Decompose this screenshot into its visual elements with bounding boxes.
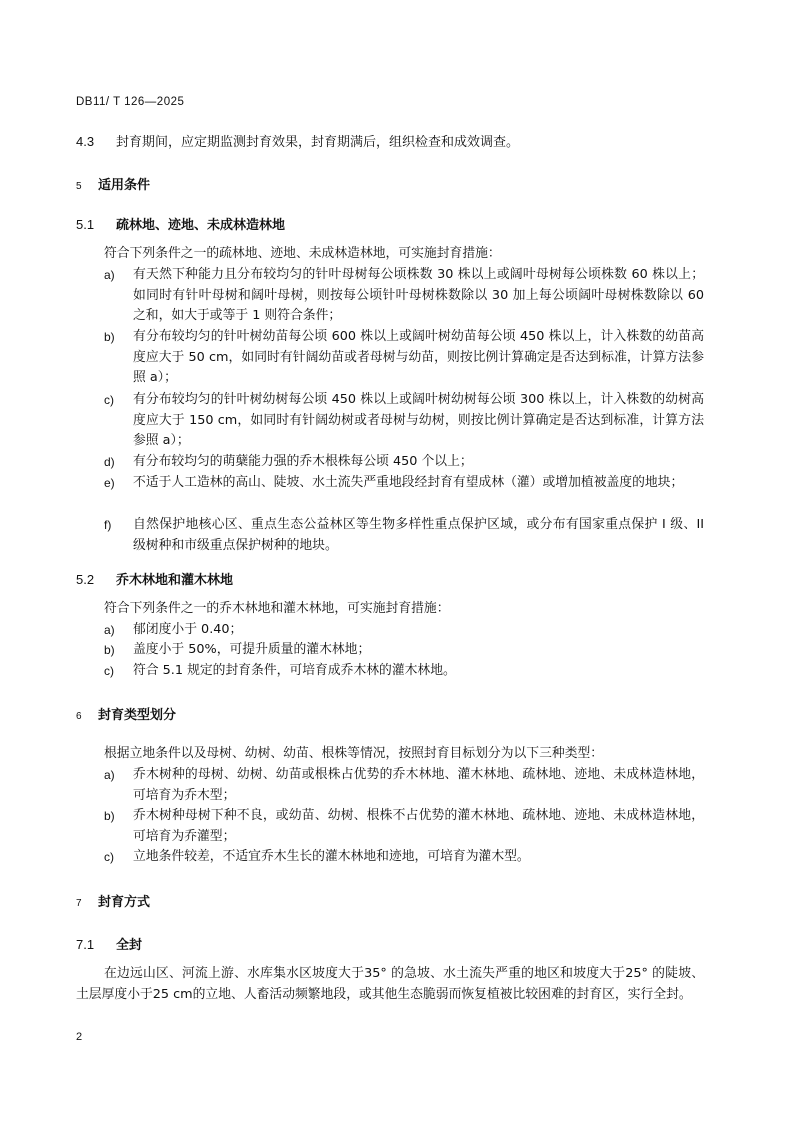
section-title: 适用条件: [98, 178, 151, 193]
section-title: 疏林地、迹地、未成林造林地: [116, 218, 286, 233]
list-item-label: c): [104, 393, 114, 407]
page-number: 2: [76, 1031, 83, 1043]
list-item-text: 自然保护地核心区、重点生态公益林区等生物多样性重点保护区域，或分布有国家重点保护 I 级、II 级树种和市级重点保护树种的地块。: [133, 517, 704, 553]
list-item-label: b): [104, 809, 115, 823]
list-item: [104, 620, 704, 641]
list-item: [104, 452, 704, 473]
list-item-label: b): [104, 330, 115, 344]
list-item: [104, 661, 704, 682]
section-5-2-heading: [76, 569, 233, 588]
list-item: [104, 265, 704, 327]
list-item-label: f): [104, 518, 112, 532]
section-7-heading: [76, 891, 150, 910]
section-number: 5.1: [76, 217, 95, 232]
list-item-text: 有天然下种能力且分布较均匀的针叶母树每公顷株数 30 株以上或阔叶母树每公顷株数 60 株以上；如同时有针叶母树和阔叶母树，则按每公顷针叶母树株数除以 30 加上每公顷阔叶母树株数除以 60 之和，如大于或等于 1 则符合条件；: [133, 267, 704, 323]
list-item: [104, 390, 704, 452]
section-number: 5.2: [76, 572, 95, 587]
section-title: 封育方式: [98, 895, 151, 910]
list-item-text: 立地条件较差，不适宜乔木生长的灌木林地和迹地，可培育为灌木型。: [133, 849, 530, 864]
section-5-1-intro: 符合下列条件之一的疏林地、迹地、未成林造林地，可实施封育措施：: [104, 246, 501, 261]
list-item: [104, 327, 704, 389]
section-7-1-heading: [76, 934, 142, 953]
list-item: [104, 515, 704, 556]
list-item-text: 盖度小于 50%，可提升质量的灌木林地；: [133, 642, 371, 657]
section-5-2-intro: 符合下列条件之一的乔木林地和灌木林地，可实施封育措施：: [104, 601, 450, 616]
list-item-text: 有分布较均匀的萌蘖能力强的乔木根株每公顷 450 个以上；: [133, 454, 473, 469]
list-item-label: a): [104, 623, 115, 637]
section-number: 6: [76, 711, 82, 722]
list-item-text: 有分布较均匀的针叶树幼苗每公顷 600 株以上或阔叶树幼苗每公顷 450 株以上，计入株数的幼苗高度应大于 50 cm，如同时有针阔幼苗或者母树与幼苗，则按比例计算确定是否达到标准，计算方法参照 a）；: [133, 329, 704, 385]
list-item-text: 乔木树种母树下种不良，或幼苗、幼树、根株不占优势的灌木林地、疏林地、迹地、未成林造林地，可培育为乔灌型；: [133, 808, 704, 844]
section-4-3: [76, 131, 716, 150]
section-7-1-body: 在边远山区、河流上游、水库集水区坡度大于35° 的急坡、水土流失严重的地区和坡度大于25° 的陡坡、土层厚度小于25 cm的立地、人畜活动频繁地段，或其他生态脆弱而恢复植被比较困难的封育区，实行全封。: [76, 966, 704, 1002]
list-item-text: 符合 5.1 规定的封育条件，可培育成乔木林的灌木林地。: [133, 663, 456, 678]
section-6-intro: 根据立地条件以及母树、幼树、幼苗、根株等情况，按照封育目标划分为以下三种类型：: [104, 746, 604, 761]
section-5-heading: [76, 174, 150, 193]
section-number: 7: [76, 898, 82, 909]
list-item-text: 有分布较均匀的针叶树幼树每公顷 450 株以上或阔叶树幼树每公顷 300 株以上，计入株数的幼树高度应大于 150 cm，如同时有针阔幼树或者母树与幼树，则按比例计算确定是否达到标准，计算方法参照 a）；: [133, 392, 704, 448]
list-item: [104, 473, 704, 494]
section-number: 7.1: [76, 937, 95, 952]
list-item: [104, 806, 704, 847]
list-item: [104, 765, 704, 806]
list-item-label: c): [104, 850, 114, 864]
section-number: 4.3: [76, 134, 95, 149]
section-5-1-heading: [76, 214, 285, 233]
section-text: 封育期间，应定期监测封育效果，封育期满后，组织检查和成效调查。: [116, 135, 520, 150]
list-item-text: 不适于人工造林的高山、陡坡、水土流失严重地段经封育有望成林（灌）或增加植被盖度的地块；: [133, 475, 684, 490]
list-item-label: a): [104, 268, 115, 282]
section-number: 5: [76, 181, 82, 192]
list-item-label: e): [104, 476, 115, 490]
list-item-label: c): [104, 664, 114, 678]
list-item-label: a): [104, 768, 115, 782]
section-title: 全封: [116, 938, 143, 953]
list-item-text: 乔木树种的母树、幼树、幼苗或根株占优势的乔木林地、灌木林地、疏林地、迹地、未成林造林地，可培育为乔木型；: [133, 767, 704, 803]
list-item-label: d): [104, 455, 115, 469]
section-title: 封育类型划分: [98, 708, 177, 723]
list-item-text: 郁闭度小于 0.40；: [133, 622, 243, 637]
list-item: [104, 847, 704, 868]
section-6-heading: [76, 704, 176, 723]
section-title: 乔木林地和灌木林地: [116, 573, 234, 588]
list-item: [104, 640, 704, 661]
list-item-label: b): [104, 643, 115, 657]
doc-code-header: DB11/ T 126—2025: [76, 96, 185, 108]
